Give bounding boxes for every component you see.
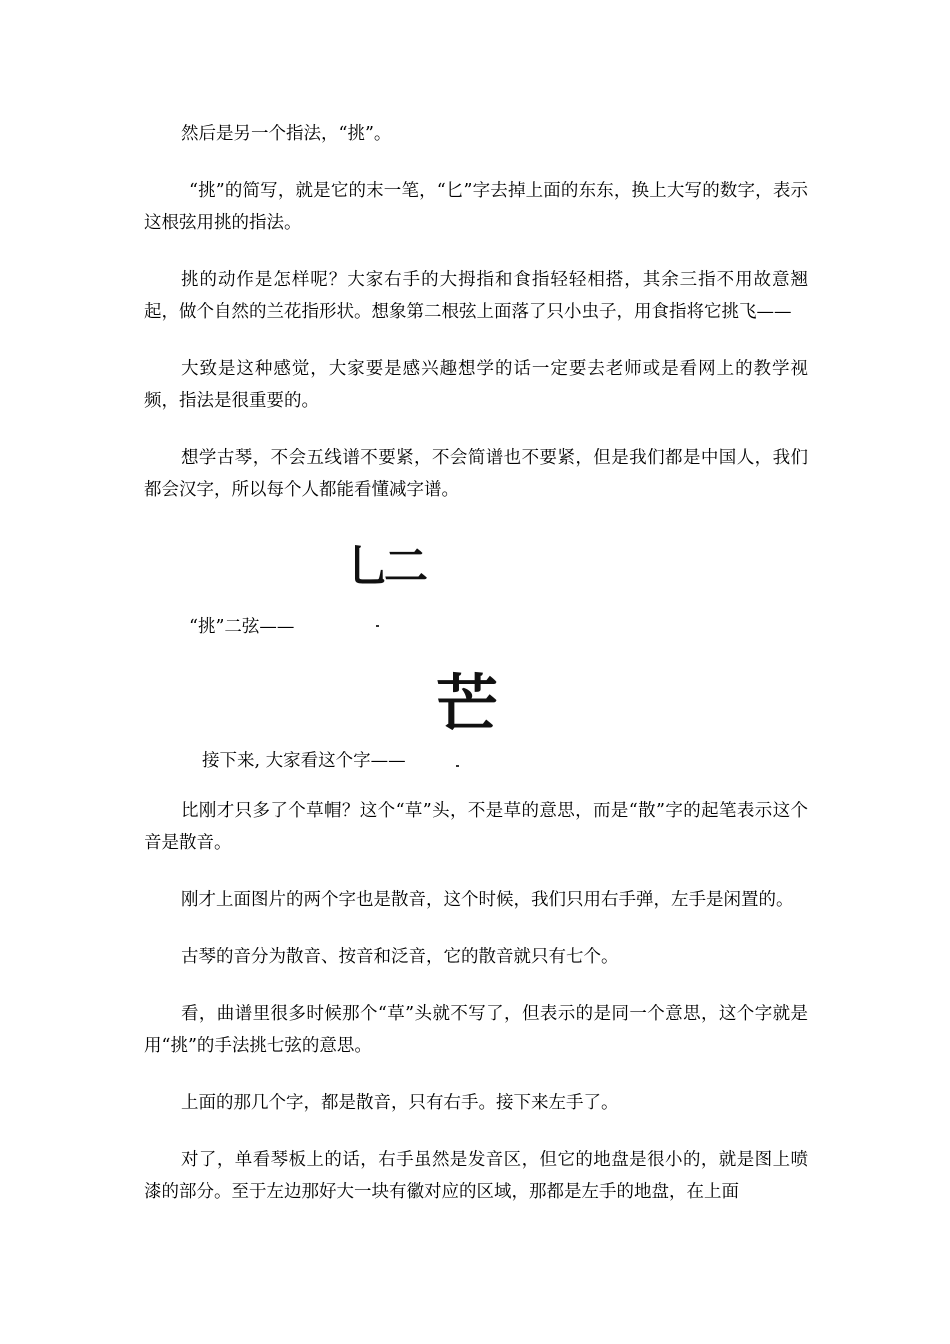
paragraph-8: 古琴的音分为散音、按音和泛音，它的散音就只有七个。: [181, 947, 619, 967]
figure-2-caption: 接下来, 大家看这个字——: [202, 751, 406, 771]
paragraph-9: 看，曲谱里很多时候那个“草”头就不写了，但表示的是同一个意思，这个字就是用“挑”的手法挑七弦的意思。: [144, 1004, 808, 1056]
document-body: [144, 118, 808, 1233]
paragraph-3: 挑的动作是怎样呢？大家右手的大拇指和食指轻轻相搭，其余三指不用故意翘起，做个自然的兰花指形状。想象第二根弦上面落了只小虫子，用食指将它挑飞——: [144, 270, 808, 322]
paragraph-1: 然后是另一个指法，“挑”。: [181, 124, 392, 144]
figure-1-speck: [376, 625, 379, 627]
figure-2-speck: [456, 765, 459, 767]
figure-2-glyph: 芒: [436, 667, 499, 740]
figure-1-caption: “挑”二弦——: [189, 617, 295, 637]
paragraph-6: 比刚才只多了个草帽？这个“草”头，不是草的意思，而是“散”字的起笔表示这个音是散音。: [144, 801, 808, 853]
figure-2-glyph-image: [434, 665, 514, 770]
paragraph-7: 刚才上面图片的两个字也是散音，这个时候，我们只用右手弹，左手是闲置的。: [181, 890, 794, 910]
figure-tiao-second-string: [144, 531, 808, 643]
paragraph-5: 想学古琴，不会五线谱不要紧，不会简谱也不要紧，但是我们都是中国人，我们都会汉字，所以每个人都能看懂减字谱。: [144, 448, 808, 500]
figure-cao-tou-glyph: [144, 659, 808, 777]
paragraph-2: “挑”的简写，就是它的末一笔，“匕”字去掉上面的东东，换上大写的数字，表示这根弦用挑的指法。: [144, 181, 808, 233]
paragraph-11: 对了，单看琴板上的话，右手虽然是发音区，但它的地盘是很小的，就是图上喷漆的部分。至于左边那好大一块有徽对应的区域，那都是左手的地盘，在上面: [144, 1150, 808, 1202]
figure-1-glyph: 乚二: [346, 541, 422, 592]
figure-1-glyph-image: [344, 531, 434, 631]
paragraph-4: 大致是这种感觉，大家要是感兴趣想学的话一定要去老师或是看网上的教学视频，指法是很重要的。: [144, 359, 808, 411]
paragraph-10: 上面的那几个字，都是散音，只有右手。接下来左手了。: [181, 1093, 619, 1113]
